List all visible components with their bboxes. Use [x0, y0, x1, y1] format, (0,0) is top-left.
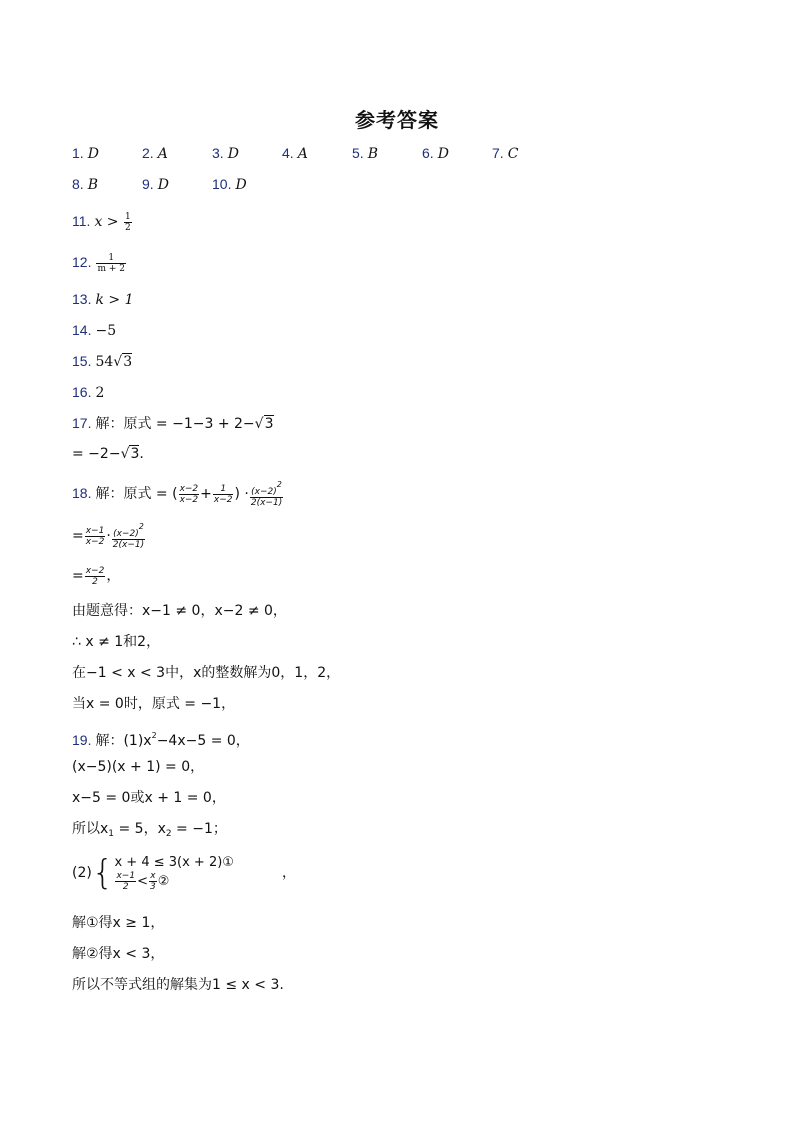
answer-19-inequality-system: (2){ x + 4 ≤ 3(x + 2)① $\frac{x-1}{2}$ < $\frac{x}{3}$ ② ，: [72, 853, 296, 893]
choice-answer: 1. D: [72, 145, 99, 162]
fraction: $\frac{1}{2}$: [124, 211, 131, 233]
answer-15: 15. 54√3: [72, 353, 133, 370]
fraction: $\frac{1}{m + 2}$: [97, 252, 125, 274]
choice-answer: 5. B: [352, 145, 378, 162]
answer-19-line-2: (x−5)(x + 1) = 0，: [72, 759, 205, 775]
answer-18-line-4: 由题意得：x−1 ≠ 0，x−2 ≠ 0，: [72, 603, 287, 619]
choice-answer: 7. C: [492, 145, 519, 162]
answer-18-line-2: = $\frac{x-1}{x-2}$ · $\frac{(x-2)2}{2(x-1)}$: [72, 522, 145, 550]
choice-answers-row-2: [72, 171, 282, 197]
answer-19-line-8: 所以不等式组的解集为1 ≤ x < 3.: [72, 977, 284, 993]
answer-19-line-1: 19. 解：$(1)x^2-4x-5 = 0$，: [72, 731, 250, 749]
answer-19-line-3: x−5 = 0或x + 1 = 0，: [72, 790, 226, 806]
choice-answer: 3. D: [212, 145, 239, 162]
left-brace-icon: {: [91, 853, 114, 893]
answer-18-line-5: ∴ x ≠ 1和2，: [72, 634, 161, 650]
answer-16: 16. 2: [72, 384, 105, 401]
answer-17-line-2: = −2−√3.: [72, 446, 144, 462]
choice-answers-row-1: [72, 140, 562, 166]
answer-14: 14. −5: [72, 322, 117, 339]
answer-18-line-1: 18. 解：原式 = ( $\frac{x-2}{x-2}$ + $\frac{1}{x-2}$ ) · $\frac{(x-2)2}{2(x-1)}$: [72, 480, 283, 508]
page-title: 参考答案: [355, 108, 439, 132]
answer-18-line-7: 当x = 0时，原式 = −1，: [72, 696, 236, 712]
choice-answer: 8. B: [72, 176, 98, 193]
answer-19-line-6: 解①得x ≥ 1，: [72, 915, 165, 931]
answer-18-line-6: 在−1 < x < 3中，x的整数解为0，1，2，: [72, 665, 341, 681]
choice-answer: 6. D: [422, 145, 449, 162]
choice-answer: 10. D: [212, 176, 247, 193]
answer-12: 12. $\frac{1}{m + 2}$: [72, 252, 125, 274]
answer-17-line-1: 17. 解：原式 = −1−3 + 2−√3: [72, 415, 274, 432]
answer-11: 11. x > $\frac{1}{2}$: [72, 211, 131, 233]
answer-19-line-4: 所以$x_1 = 5$，$x_2 = -1$；: [72, 821, 227, 839]
answer-18-line-3: = $\frac{x-2}{2}$ ，: [72, 565, 121, 587]
answer-19-line-7: 解②得x < 3，: [72, 946, 165, 962]
choice-answer: 4. A: [282, 145, 308, 162]
answer-13: 13. k > 1: [72, 291, 134, 308]
choice-answer: 2. A: [142, 145, 168, 162]
choice-answer: 9. D: [142, 176, 169, 193]
